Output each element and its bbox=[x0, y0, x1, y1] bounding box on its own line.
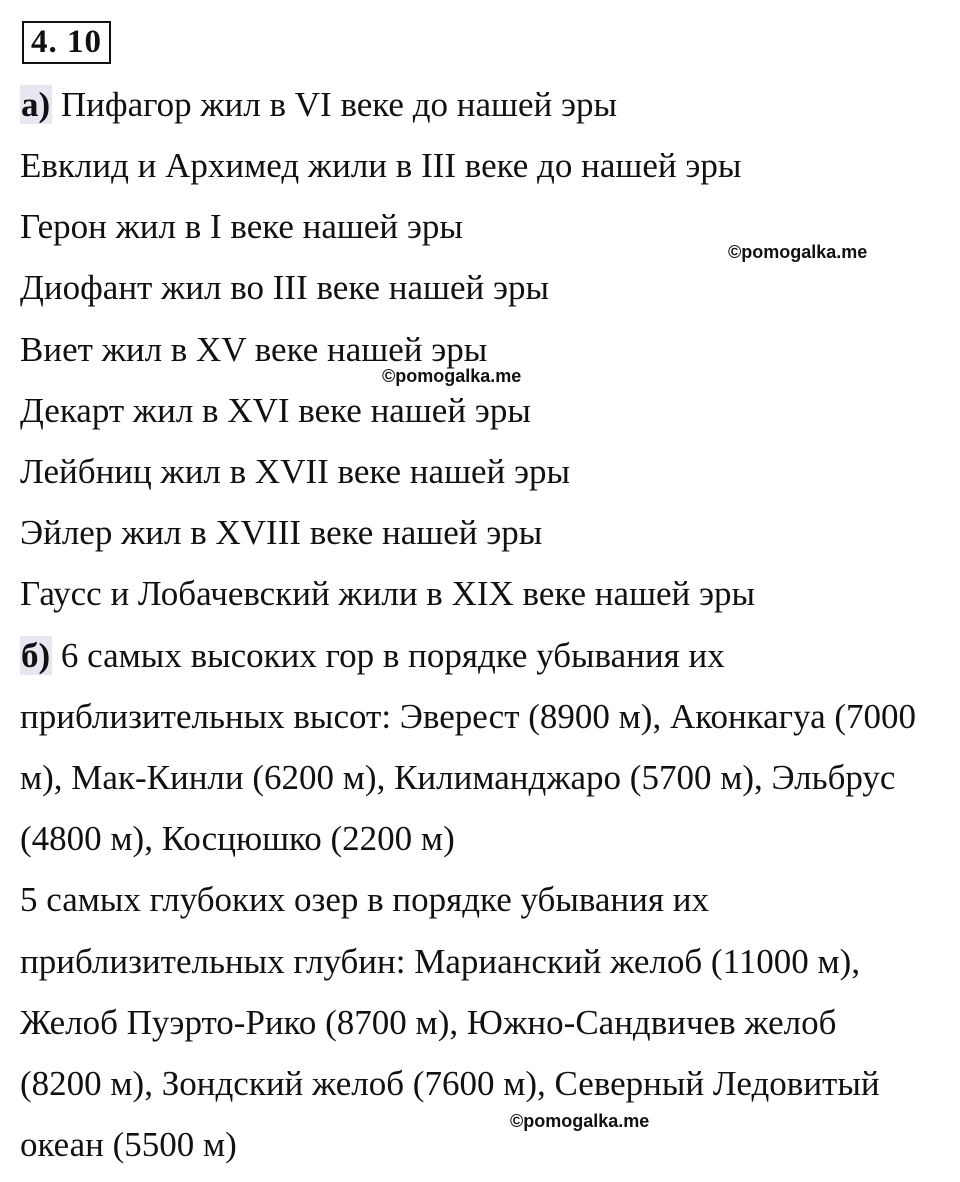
part-a-first-line bbox=[20, 85, 617, 125]
part-a-line-4: Виет жил в XV веке нашей эры bbox=[20, 330, 488, 369]
part-b-line-6: Желоб Пуэрто-Рико (8700 м), Южно-Сандвичев желоб bbox=[20, 1003, 837, 1042]
problem-number: 4. 10 bbox=[22, 21, 111, 64]
part-b-line-1: приблизительных высот: Эверест (8900 м), Аконкагуа (7000 bbox=[20, 697, 917, 736]
part-b-line-0: 6 самых высоких гор в порядке убывания их bbox=[60, 636, 725, 675]
part-a-line-0: Пифагор жил в VI веке до нашей эры bbox=[60, 85, 618, 124]
part-a-line-2: Герон жил в I веке нашей эры bbox=[20, 207, 463, 246]
watermark: ©pomogalka.me bbox=[728, 242, 868, 262]
part-b-label: б) bbox=[21, 636, 51, 675]
part-a-line-6: Лейбниц жил в XVII веке нашей эры bbox=[20, 452, 571, 491]
part-b-line-8: океан (5500 м) bbox=[20, 1125, 237, 1164]
watermark: ©pomogalka.me bbox=[382, 366, 522, 386]
watermark: ©pomogalka.me bbox=[510, 1111, 650, 1131]
part-b-line-7: (8200 м), Зондский желоб (7600 м), Северный Ледовитый bbox=[20, 1064, 880, 1103]
part-a-line-5: Декарт жил в XVI веке нашей эры bbox=[20, 391, 531, 430]
part-b-line-4: 5 самых глубоких озер в порядке убывания их bbox=[20, 880, 709, 919]
part-b-first-line bbox=[20, 636, 725, 676]
part-a-line-8: Гаусс и Лобачевский жили в XIX веке нашей эры bbox=[20, 574, 756, 613]
part-b-line-5: приблизительных глубин: Марианский желоб (11000 м), bbox=[20, 942, 861, 981]
part-a-line-3: Диофант жил во III веке нашей эры bbox=[20, 268, 550, 307]
part-b-line-3: (4800 м), Косцюшко (2200 м) bbox=[20, 819, 455, 858]
part-a-label: а) bbox=[21, 85, 51, 124]
part-b-line-2: м), Мак-Кинли (6200 м), Килиманджаро (5700 м), Эльбрус bbox=[20, 758, 896, 797]
part-a-line-1: Евклид и Архимед жили в III веке до нашей эры bbox=[20, 146, 742, 185]
part-a-line-7: Эйлер жил в XVIII веке нашей эры bbox=[20, 513, 543, 552]
